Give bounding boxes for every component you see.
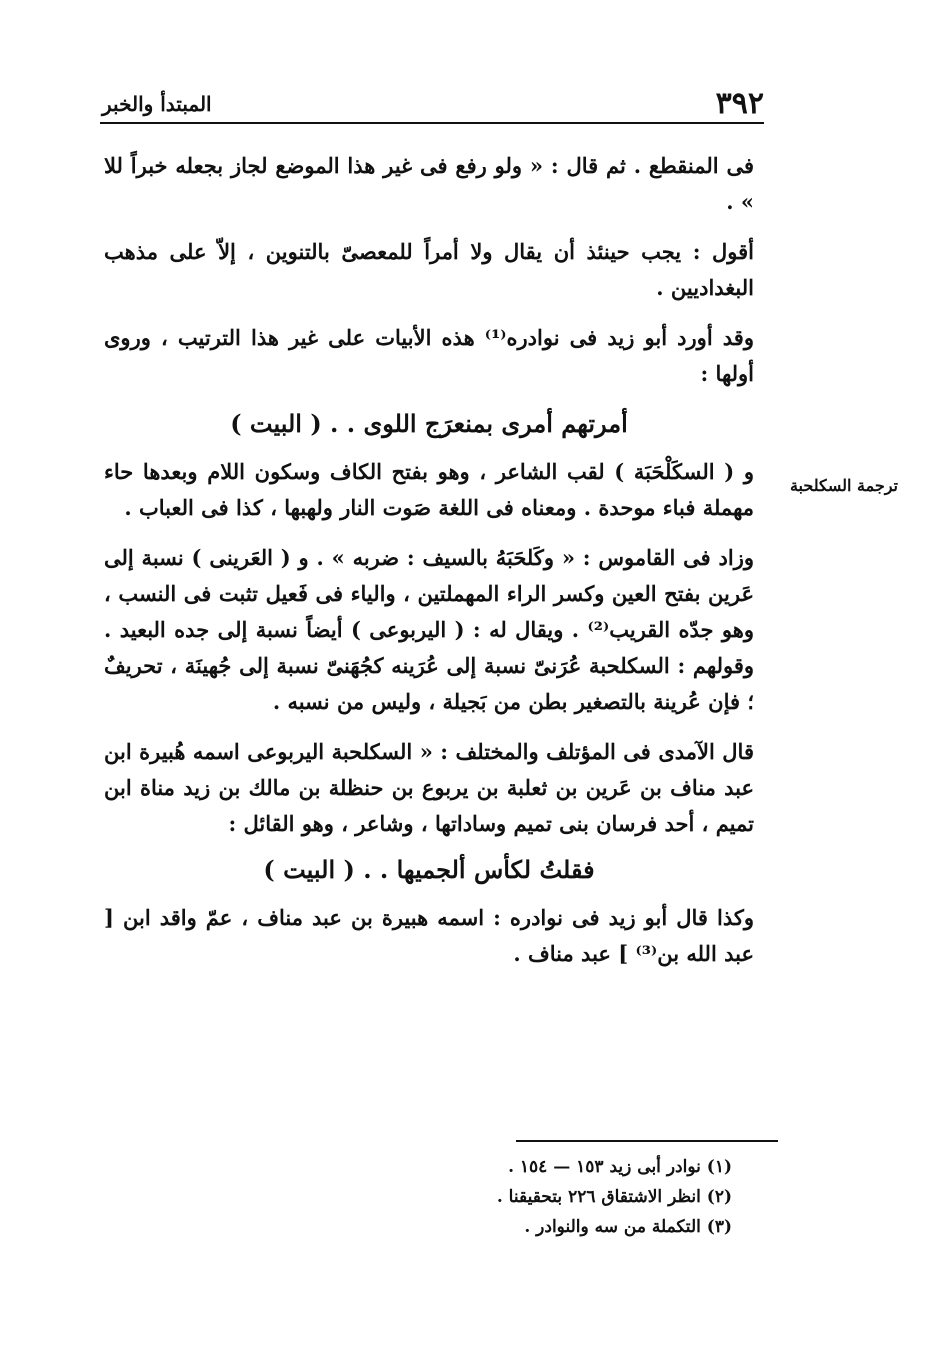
- paragraph: وقد أورد أبو زيد فى نوادره⁽¹⁾ هذه الأبيات على غير هذا الترتيب ، وروى أولها :: [104, 325, 754, 386]
- footnotes: [380, 1152, 732, 1242]
- verse-line: فقلتُ لكأس ألجميها . . ( البيت ): [263, 855, 595, 884]
- verse-line: أمرتهم أمرى بمنعرَج اللوى . . ( البيت ): [230, 409, 628, 438]
- footnote-rule: [516, 1140, 778, 1142]
- page-number: ٣٩٢: [715, 86, 764, 121]
- paragraph: أقول : يجب حينئذ أن يقال ولا أمراً للمعصىّ بالتنوين ، إلاّ على مذهب البغداديين .: [104, 239, 754, 300]
- footnote: (٣) التكملة من سه والنوادر .: [524, 1217, 732, 1237]
- margin-note: ترجمة السكلحبة: [789, 476, 898, 495]
- running-head: [100, 84, 764, 124]
- paragraph: وكذا قال أبو زيد فى نوادره : اسمه هبيرة بن عبد مناف ، عمّ واقد ابن [ عبد الله بن⁽³⁾ ] عبد مناف .: [104, 905, 754, 966]
- running-title: المبتدأ والخبر: [102, 92, 212, 116]
- footnote: (٢) انظر الاشتقاق ٢٢٦ بتحقيقنا .: [496, 1187, 732, 1207]
- paragraph: و ( السكَلْحَبَة ) لقب الشاعر ، وهو بفتح الكاف وسكون اللام وبعدها حاء مهملة فباء موحدة . ومعناه فى اللغة صَوت النار ولهبها ، كذا فى العباب .: [104, 459, 754, 520]
- footnote: (١) نوادر أبى زيد ١٥٣ — ١٥٤ .: [508, 1157, 732, 1177]
- body-text: [104, 148, 754, 986]
- paragraph: قال الآمدى فى المؤتلف والمختلف : « السكلحبة اليربوعى اسمه هُبيرة ابن عبد مناف بن عَرين بن ثعلبة بن يربوع بن حنظلة بن مالك بن زيد مناة ابن تميم ، أحد فرسان بنى تميم وساداتها ، وشاعر ، وهو القائل :: [104, 739, 754, 836]
- paragraph: وزاد فى القاموس : « وكَلحَبَهُ بالسيف : ضربه » . و ( العَرينى ) نسبة إلى عَرين بفتح العين وكسر الراء المهملتين ، والياء فى فَعيل تثبت فى النسب ، وهو جدّه القريب⁽²⁾ . ويقال له : ( اليربوعى ) أيضاً نسبة إلى جده البعيد . وقولهم : السكلحبة عُرَنىّ نسبة إلى عُرَينه كجُهَنىّ نسبة إلى جُهينَة ، تحريفٌ ؛ فإن عُرينة بالتصغير بطن من بَجيلة ، وليس من نسبه .: [104, 545, 754, 714]
- paragraph: فى المنقطع . ثم قال : « ولو رفع فى غير هذا الموضع لجاز بجعله خبراً للا » .: [104, 153, 754, 214]
